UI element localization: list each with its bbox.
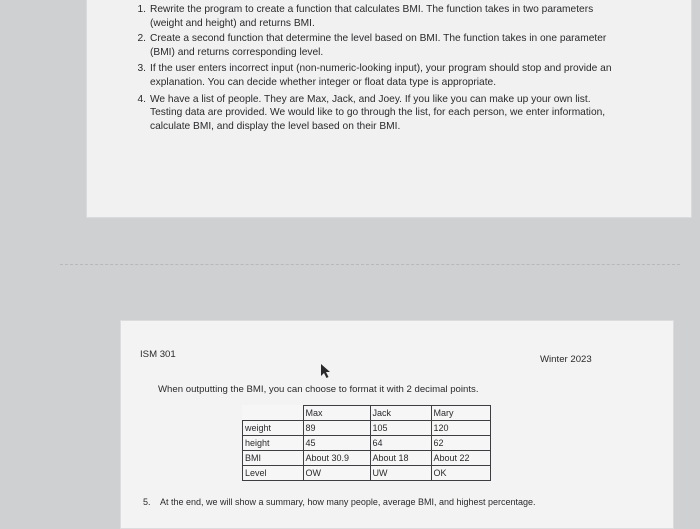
table-cell: OW xyxy=(303,466,370,481)
table-cell: 120 xyxy=(431,421,490,436)
mouse-pointer-icon xyxy=(320,363,332,379)
list-item xyxy=(137,32,620,59)
item-5-text: At the end, we will show a summary, how many people, average BMI, and highest percentage. xyxy=(160,497,536,507)
item-number: 3. xyxy=(137,63,146,75)
term-label: Winter 2023 xyxy=(540,354,592,365)
table-cell: About 22 xyxy=(431,451,490,466)
table-header-row xyxy=(243,406,491,421)
table-corner xyxy=(243,406,304,421)
table-cell: 62 xyxy=(431,436,490,451)
list-item xyxy=(137,62,620,89)
column-header: Jack xyxy=(370,406,431,421)
format-note: When outputting the BMI, you can choose to format it with 2 decimal points. xyxy=(158,384,479,395)
column-header: Mary xyxy=(431,406,490,421)
list-item xyxy=(137,3,620,30)
row-label: weight xyxy=(243,421,304,436)
row-label: Level xyxy=(243,466,304,481)
table-row xyxy=(243,466,491,481)
instruction-list xyxy=(137,0,620,138)
row-label: height xyxy=(243,436,304,451)
item-text: Create a second function that determine the level based on BMI. The function takes in one parameter (BMI) and returns corresponding level. xyxy=(150,33,607,58)
table-row xyxy=(243,421,491,436)
item-number: 2. xyxy=(137,33,146,45)
item-text: We have a list of people. They are Max, Jack, and Joey. If you like you can make up your own list. Testing data are provided. We would like to go through the list, for each person, we enter information, calculate BMI, and display the level based on their BMI. xyxy=(150,93,606,132)
table-cell: UW xyxy=(370,466,431,481)
item-text: Rewrite the program to create a function that calculates BMI. The function takes in two parameters (weight and height) and returns BMI. xyxy=(150,4,594,29)
item-number: 4. xyxy=(137,93,146,105)
table-row xyxy=(243,451,491,466)
table-cell: About 18 xyxy=(370,451,431,466)
item-text: If the user enters incorrect input (non-numeric-looking input), your program should stop and provide an explanation. You can decide whether integer or float data type is appropriate. xyxy=(150,63,612,88)
list-item xyxy=(137,93,620,134)
bmi-data-table xyxy=(242,405,491,481)
table-row xyxy=(243,436,491,451)
table-cell: About 30.9 xyxy=(303,451,370,466)
table-cell: 64 xyxy=(370,436,431,451)
table-cell: OK xyxy=(431,466,490,481)
row-label: BMI xyxy=(243,451,304,466)
course-code: ISM 301 xyxy=(140,349,176,360)
page-divider xyxy=(60,264,680,265)
item-number: 1. xyxy=(137,4,146,15)
table-cell: 105 xyxy=(370,421,431,436)
table-cell: 89 xyxy=(303,421,370,436)
column-header: Max xyxy=(303,406,370,421)
item-5-number: 5. xyxy=(143,497,151,507)
table-cell: 45 xyxy=(303,436,370,451)
